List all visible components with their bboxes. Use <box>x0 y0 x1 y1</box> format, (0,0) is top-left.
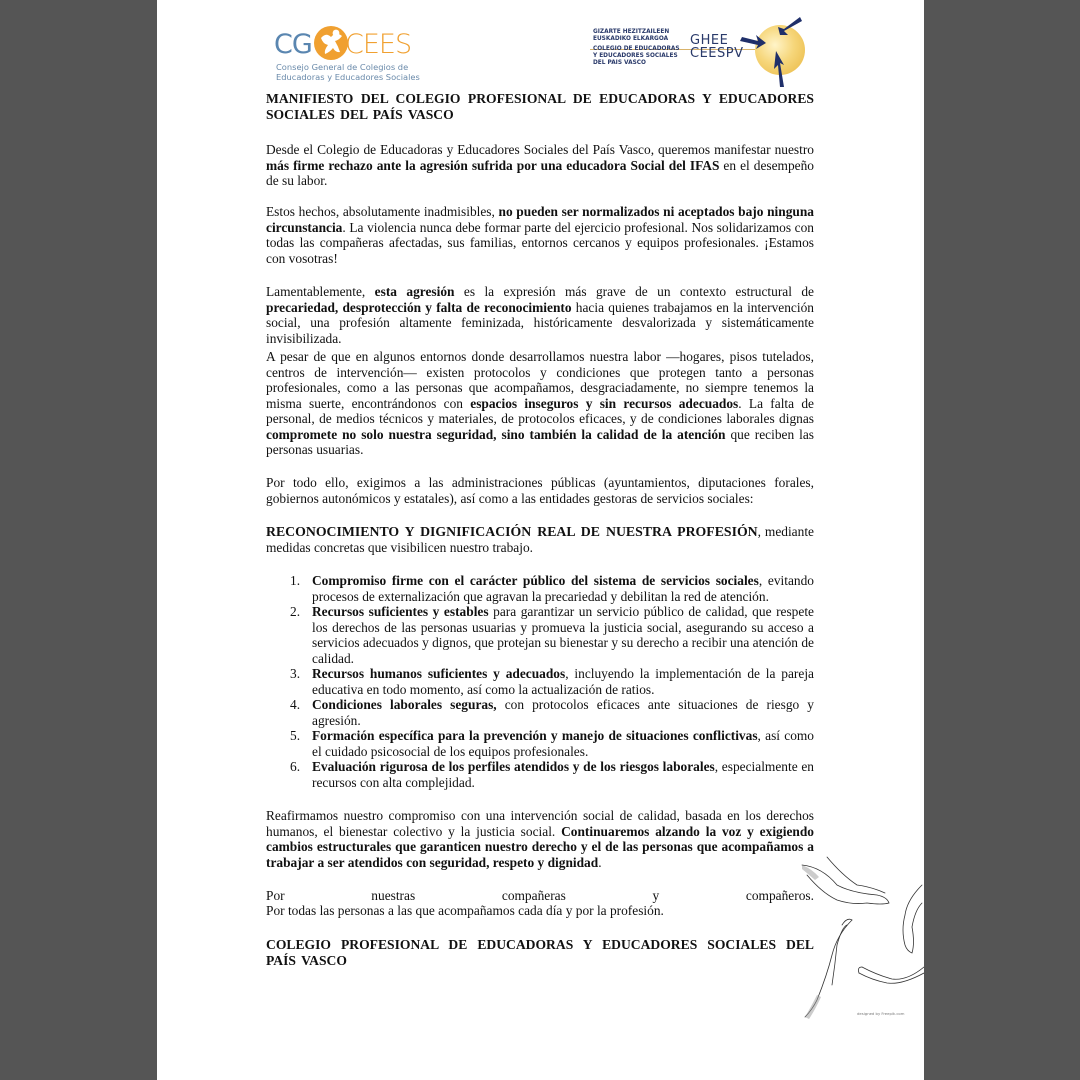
list-number: 4. <box>290 697 301 712</box>
ghee-ceespv-logo <box>590 15 805 90</box>
closing-paragraph <box>266 808 814 870</box>
logo-spanish-line2: Y EDUCADORES SOCIALES <box>593 53 678 59</box>
paragraph-2 <box>266 204 814 266</box>
logo-spanish-line1: COLEGIO DE EDUCADORAS <box>593 46 680 52</box>
bold-text: Compromiso firme con el carácter público del sistema de servicios sociales <box>312 573 759 588</box>
bold-text: esta agresión <box>374 284 455 299</box>
word: Por <box>266 888 285 903</box>
bold-text: Formación específica para la prevención y manejo de situaciones conflictivas <box>312 728 758 743</box>
text: . La violencia nunca debe formar parte del ejercicio profesional. Nos solidarizamos con todas las compañeras afectadas, sus familias, entornos cercanos y equipos profesionales. ¡Estamos con vosotras! <box>266 219 814 266</box>
converging-arrows-icon <box>740 15 805 90</box>
cgcees-logo <box>274 20 424 82</box>
paragraph-1 <box>266 142 814 189</box>
text: que reciben las personas usuarias. <box>266 426 814 457</box>
logo-subtitle-line2: Educadoras y Educadores Sociales <box>276 72 420 82</box>
text: . La falta de personal, de medios técnicos y materiales, de protocolos eficaces, y de condiciones laborales dignas <box>266 395 814 426</box>
text: en el desempeño de su labor. <box>266 157 814 188</box>
text: hacia quienes trabajamos en la intervención social, una profesión altamente feminizada, históricamente desvalorizada y sistemáticamente invisibilizada. <box>266 299 814 346</box>
bold-text: espacios inseguros y sin recursos adecuados <box>470 395 739 411</box>
text: es la expresión más grave de un contexto estructural de <box>454 284 814 299</box>
list-number: 5. <box>290 728 301 743</box>
document-title: MANIFIESTO DEL COLEGIO PROFESIONAL DE EDUCADORAS Y EDUCADORES SOCIALES DEL PAÍS VASCO <box>266 91 814 122</box>
logo-acronym-ceespv: CEESPV <box>690 46 744 61</box>
logo-cg-text: CG <box>274 29 312 60</box>
text: Reafirmamos nuestro compromiso con una intervención social de calidad, basada en los derechos humanos, el bienestar colectivo y la justicia social. <box>266 808 814 839</box>
list-number: 6. <box>290 759 301 774</box>
list-item <box>266 759 814 790</box>
text: Por todo ello, exigimos a las administraciones públicas (ayuntamientos, diputaciones forales, gobiernos autonómicos y estatales), así como a las entidades gestoras de servicios sociales: <box>266 475 814 506</box>
signature: COLEGIO PROFESIONAL DE EDUCADORAS Y EDUCADORES SOCIALES DEL PAÍS VASCO <box>266 937 814 968</box>
logo-subtitle-line1: Consejo General de Colegios de <box>276 62 409 72</box>
word: compañeras <box>501 888 566 903</box>
logo-spanish-line3: DEL PAIS VASCO <box>593 60 646 66</box>
bold-heading-text: RECONOCIMIENTO Y DIGNIFICACIÓN REAL DE NUESTRA PROFESIÓN <box>266 524 758 539</box>
list-item <box>266 728 814 759</box>
word: nuestras <box>371 888 416 903</box>
list-item <box>266 666 814 697</box>
bold-text: compromete no solo nuestra seguridad, sino también la calidad de la atención <box>266 426 726 442</box>
text: Desde el Colegio de Educadoras y Educadores Sociales del País Vasco, queremos manifestar nuestro <box>266 142 814 157</box>
text: . <box>598 854 602 870</box>
text: , especialmente en recursos con alta complejidad. <box>312 759 814 790</box>
document-page <box>157 0 924 1080</box>
list-item <box>266 697 814 728</box>
hands-illustration <box>797 855 924 1020</box>
dedication-line-2: Por todas las personas a las que acompañamos cada día y por la profesión. <box>266 903 664 918</box>
text: , así como el cuidado psicosocial de los equipos profesionales. <box>312 728 815 759</box>
text: con protocolos eficaces ante situaciones de riesgo y agresión. <box>312 697 814 728</box>
logo-basque-line1: GIZARTE HEZITZAILEEN <box>593 29 670 35</box>
logo-cees-text: CEES <box>345 29 412 60</box>
list-number: 3. <box>290 666 301 681</box>
paragraph-5 <box>266 475 814 506</box>
word: y <box>652 888 660 903</box>
logo-acronym-ghee: GHEE <box>690 33 729 48</box>
text: Estos hechos, absolutamente inadmisibles, <box>266 204 499 219</box>
text: , incluyendo la implementación de la pareja educativa en todo momento, así como la actualización de ratios. <box>312 666 814 697</box>
bold-text: no pueden ser normalizados ni aceptados bajo ninguna circunstancia <box>266 204 814 235</box>
word: compañeros. <box>745 888 814 903</box>
list-item <box>266 573 814 604</box>
text: , evitando procesos de externalización que agravan la precariedad y debilitan la red de atención. <box>312 573 814 604</box>
illustration-credit: designed by Freepik.com <box>857 1011 905 1016</box>
bold-text: Recursos humanos suficientes y adecuados <box>312 666 566 681</box>
demands-list <box>266 573 814 790</box>
paragraph-4 <box>266 349 814 458</box>
text: para garantizar un servicio público de calidad, que respete los derechos de las personas usuarias y promueva la justicia social, asegurando su acceso a servicios adecuados y dignos, que protejan su bienestar y su derecho a recibir una atención de calidad. <box>312 604 814 666</box>
list-item <box>266 604 814 666</box>
dedication-line-1 <box>266 888 814 904</box>
text: A pesar de que en algunos entornos donde desarrollamos nuestra labor —hogares, pisos tutelados, centros de intervención— existen protocolos y condiciones que protegen tanto a personas profesionales, como a las personas que acompañamos, desgraciadamente, no siempre tenemos la misma suerte, encontrándonos con <box>266 349 814 411</box>
paragraph-3 <box>266 284 814 346</box>
orange-circle-icon <box>314 26 348 60</box>
list-number: 2. <box>290 604 301 619</box>
logo-basque-line2: EUSKADIKO ELKARGOA <box>593 36 669 42</box>
bold-text: Continuaremos alzando la voz y exigiendo cambios estructurales que garanticen nuestro derecho y el de las personas que acompañamos a trabajar a ser atendidos con seguridad, respeto y dignidad <box>266 823 814 870</box>
text: Lamentablemente, <box>266 284 375 299</box>
bold-text: Evaluación rigurosa de los perfiles atendidos y de los riesgos laborales <box>312 759 715 774</box>
list-number: 1. <box>290 573 301 588</box>
bold-text: Condiciones laborales seguras, <box>312 697 497 712</box>
bold-text: Recursos suficientes y estables <box>312 604 489 619</box>
bold-text: más firme rechazo ante la agresión sufrida por una educadora Social del IFAS <box>266 157 720 173</box>
text: , mediante medidas concretas que visibilicen nuestro trabajo. <box>266 524 814 555</box>
bold-text: precariedad, desprotección y falta de reconocimiento <box>266 299 572 315</box>
paragraph-6 <box>266 524 814 555</box>
person-figure-icon <box>314 26 348 60</box>
